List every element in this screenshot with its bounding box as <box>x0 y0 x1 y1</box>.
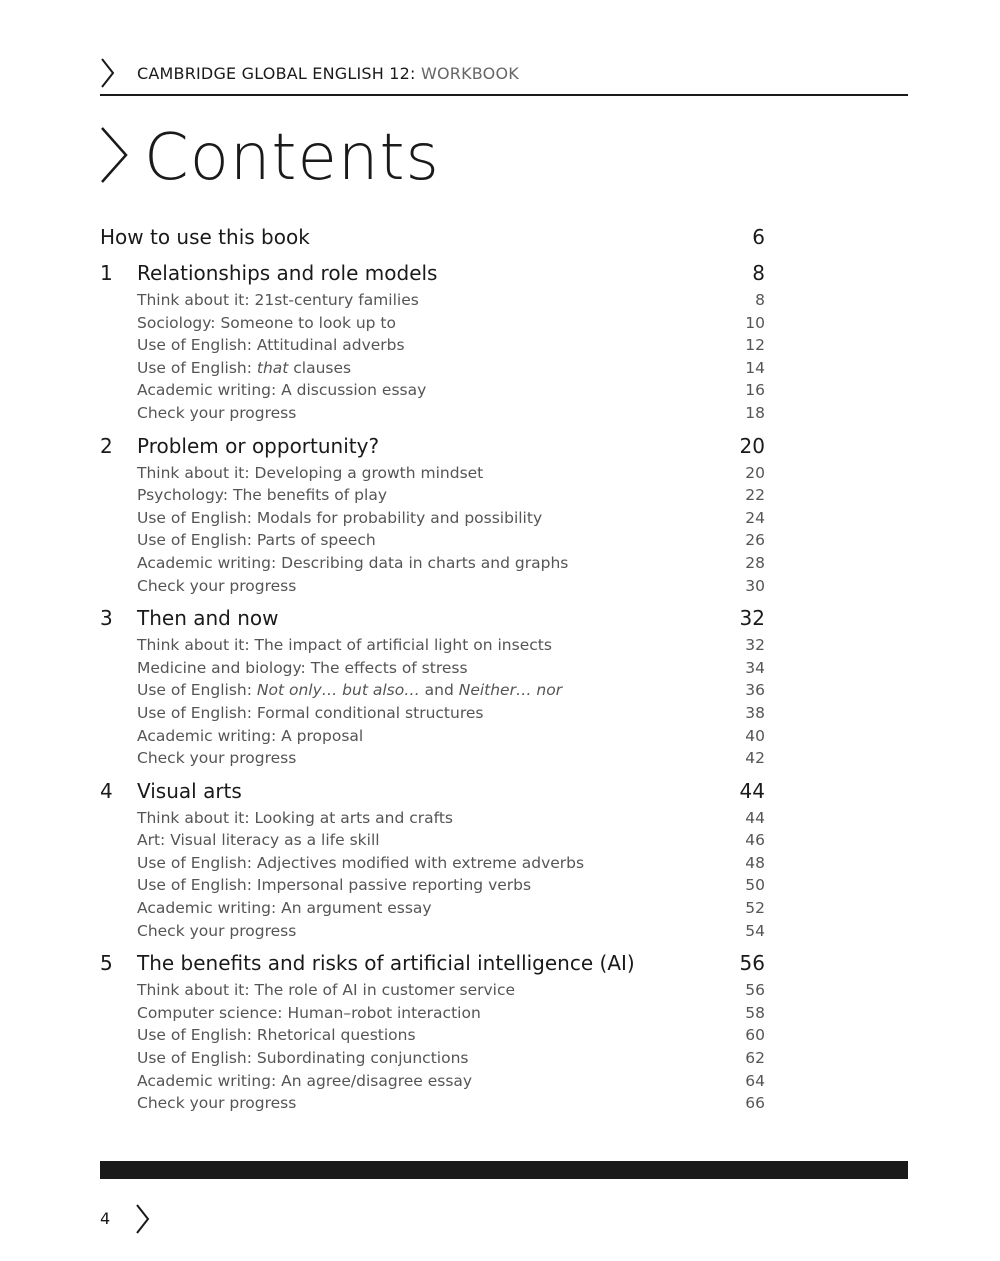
section-page: 36 <box>745 681 765 700</box>
section-page: 64 <box>745 1071 765 1090</box>
section-title-text: Academic writing: A proposal <box>137 726 364 745</box>
section-title <box>137 336 405 354</box>
unit-page: 20 <box>739 433 765 458</box>
unit-number: 3 <box>100 606 113 631</box>
section-title-text: Use of English: Adjectives modified with extreme adverbs <box>137 853 585 872</box>
section-title-text: and <box>419 681 459 700</box>
section-title-text: Art: Visual literacy as a life skill <box>137 831 380 850</box>
section-page: 24 <box>745 508 765 527</box>
toc-section-row[interactable] <box>100 704 765 727</box>
toc-section-row[interactable] <box>100 854 765 877</box>
toc-section-row[interactable] <box>100 659 765 682</box>
section-page: 10 <box>745 313 765 332</box>
unit-page: 32 <box>739 606 765 631</box>
toc-unit-row[interactable] <box>100 434 765 464</box>
section-title <box>137 659 468 677</box>
unit-number: 4 <box>100 778 113 803</box>
section-page: 52 <box>745 899 765 918</box>
section-title <box>137 381 426 399</box>
unit-page: 56 <box>739 951 765 976</box>
unit-page: 44 <box>739 778 765 803</box>
section-title <box>137 1004 481 1022</box>
section-title <box>137 1094 296 1112</box>
toc-section-row[interactable] <box>100 336 765 359</box>
section-title-text: Think about it: 21st-century families <box>137 291 419 309</box>
section-title <box>137 727 363 745</box>
unit-page: 8 <box>752 261 765 285</box>
section-title-text: Use of English: <box>137 358 257 377</box>
toc-unit-row[interactable] <box>100 606 765 636</box>
section-page: 20 <box>745 463 765 482</box>
toc-section-row[interactable] <box>100 554 765 577</box>
section-title-text: Academic writing: An argument essay <box>137 899 432 918</box>
section-title <box>137 636 552 654</box>
section-title <box>137 899 432 917</box>
section-page: 26 <box>745 531 765 550</box>
section-title-text: Check your progress <box>137 921 297 940</box>
section-page: 54 <box>745 921 765 940</box>
section-title-text: Psychology: The benefits of play <box>137 486 387 505</box>
chevron-right-icon <box>135 1204 151 1234</box>
toc-unit-row[interactable] <box>100 779 765 809</box>
section-page: 48 <box>745 853 765 872</box>
toc-section-row[interactable] <box>100 922 765 945</box>
section-title <box>137 704 483 722</box>
toc-section-row[interactable] <box>100 981 765 1004</box>
section-page: 28 <box>745 553 765 572</box>
section-page: 34 <box>745 658 765 677</box>
toc-section-row[interactable] <box>100 749 765 772</box>
section-title-text: Use of English: Impersonal passive reporting verbs <box>137 876 532 895</box>
unit-title: The benefits and risks of artificial intelligence (AI) <box>137 951 635 976</box>
section-title <box>137 809 453 827</box>
section-page: 56 <box>745 981 765 1000</box>
section-title <box>137 486 387 504</box>
section-page: 40 <box>745 726 765 745</box>
section-title <box>137 359 351 377</box>
section-title-text: Use of English: Formal conditional structures <box>137 703 484 722</box>
toc-section-row[interactable] <box>100 1026 765 1049</box>
section-title-text: Use of English: Modals for probability and possibility <box>137 508 543 527</box>
toc-section-row[interactable] <box>100 359 765 382</box>
section-title-italic: Neither… nor <box>458 681 563 700</box>
section-title <box>137 314 396 332</box>
page-number: 4 <box>100 1209 111 1228</box>
toc-section-row[interactable] <box>100 291 765 314</box>
section-title <box>137 509 542 527</box>
unit-number: 5 <box>100 951 113 976</box>
section-title-text: Use of English: Subordinating conjunctions <box>137 1049 469 1068</box>
section-title-italic: Not only… but also… <box>256 681 420 700</box>
section-title <box>137 291 419 309</box>
toc-unit-row[interactable] <box>100 261 765 291</box>
section-title <box>137 876 531 894</box>
section-title-text: Check your progress <box>137 749 297 768</box>
toc-section-row[interactable] <box>100 464 765 487</box>
unit-title: Problem or opportunity? <box>137 433 380 458</box>
section-page: 50 <box>745 876 765 895</box>
section-page: 18 <box>745 403 765 422</box>
section-title <box>137 854 584 872</box>
section-title-text: clauses <box>288 358 352 377</box>
section-page: 30 <box>745 576 765 595</box>
section-page: 44 <box>745 808 765 827</box>
section-title <box>137 922 296 940</box>
toc-section-row[interactable] <box>100 1049 765 1072</box>
toc-section-row[interactable] <box>100 486 765 509</box>
toc-intro-label: How to use this book <box>100 225 310 249</box>
toc-intro-page: 6 <box>752 225 765 249</box>
unit-title: Then and now <box>137 606 279 631</box>
toc-section-row[interactable] <box>100 404 765 427</box>
section-title <box>137 531 376 549</box>
toc-section-row[interactable] <box>100 531 765 554</box>
book-title <box>137 64 519 83</box>
section-title-text: Use of English: <box>137 681 257 700</box>
section-title-text: Sociology: Someone to look up to <box>137 313 396 332</box>
section-title <box>137 1072 472 1090</box>
section-page: 8 <box>755 291 765 309</box>
toc-unit-row[interactable] <box>100 951 765 981</box>
running-header <box>100 56 908 96</box>
section-title-italic: that <box>256 358 289 377</box>
unit-number: 1 <box>100 261 113 285</box>
table-of-contents <box>100 225 765 1117</box>
unit-title: Relationships and role models <box>137 261 438 285</box>
page-title: Contents <box>144 121 440 195</box>
toc-section-row[interactable] <box>100 1072 765 1095</box>
toc-section-row[interactable] <box>100 899 765 922</box>
toc-section-row[interactable] <box>100 381 765 404</box>
chevron-right-icon <box>100 126 130 184</box>
section-page: 66 <box>745 1094 765 1113</box>
toc-section-row[interactable] <box>100 831 765 854</box>
toc-section-row[interactable] <box>100 727 765 750</box>
section-title-text: Academic writing: Describing data in charts and graphs <box>137 553 569 572</box>
section-page: 12 <box>745 336 765 355</box>
toc-section-row[interactable] <box>100 876 765 899</box>
chevron-right-icon <box>100 58 116 88</box>
toc-section-row[interactable] <box>100 1094 765 1117</box>
section-title <box>137 831 380 849</box>
toc-section-row[interactable] <box>100 1004 765 1027</box>
section-page: 14 <box>745 358 765 377</box>
toc-section-row[interactable] <box>100 809 765 832</box>
section-title-text: Think about it: Looking at arts and crafts <box>137 808 453 827</box>
section-title-text: Think about it: Developing a growth mindset <box>137 463 484 482</box>
section-title <box>137 1026 416 1044</box>
section-title-text: Academic writing: A discussion essay <box>137 381 427 400</box>
section-title-text: Computer science: Human–robot interaction <box>137 1003 481 1022</box>
section-title <box>137 749 296 767</box>
section-title-text: Check your progress <box>137 1094 297 1113</box>
section-title-text: Check your progress <box>137 576 297 595</box>
section-title-text: Check your progress <box>137 403 297 422</box>
section-title-text: Academic writing: An agree/disagree essay <box>137 1071 473 1090</box>
section-title-text: Use of English: Attitudinal adverbs <box>137 336 405 355</box>
section-title-text: Think about it: The role of AI in customer service <box>137 981 516 1000</box>
toc-section-row[interactable] <box>100 509 765 532</box>
series-name: CAMBRIDGE GLOBAL ENGLISH 12: <box>137 64 416 83</box>
section-title <box>137 681 562 699</box>
section-page: 32 <box>745 636 765 655</box>
toc-intro-row[interactable] <box>100 225 765 255</box>
section-page: 46 <box>745 831 765 850</box>
section-title-text: Think about it: The impact of artificial light on insects <box>137 636 552 655</box>
toc-section-row[interactable] <box>100 577 765 600</box>
section-page: 22 <box>745 486 765 505</box>
section-title <box>137 464 483 482</box>
book-type: WORKBOOK <box>420 64 519 83</box>
section-page: 42 <box>745 749 765 768</box>
toc-section-row[interactable] <box>100 681 765 704</box>
section-page: 60 <box>745 1026 765 1045</box>
section-title-text: Use of English: Rhetorical questions <box>137 1026 416 1045</box>
section-title-text: Use of English: Parts of speech <box>137 531 376 550</box>
section-page: 58 <box>745 1003 765 1022</box>
section-page: 16 <box>745 381 765 400</box>
toc-section-row[interactable] <box>100 314 765 337</box>
section-title-text: Medicine and biology: The effects of stress <box>137 658 468 677</box>
section-title <box>137 404 296 422</box>
section-title <box>137 981 515 999</box>
section-title <box>137 1049 468 1067</box>
unit-number: 2 <box>100 433 113 458</box>
section-title <box>137 554 568 572</box>
section-page: 38 <box>745 703 765 722</box>
unit-title: Visual arts <box>137 778 242 803</box>
toc-section-row[interactable] <box>100 636 765 659</box>
section-title <box>137 577 296 595</box>
section-page: 62 <box>745 1049 765 1068</box>
footer-bar <box>100 1161 908 1179</box>
